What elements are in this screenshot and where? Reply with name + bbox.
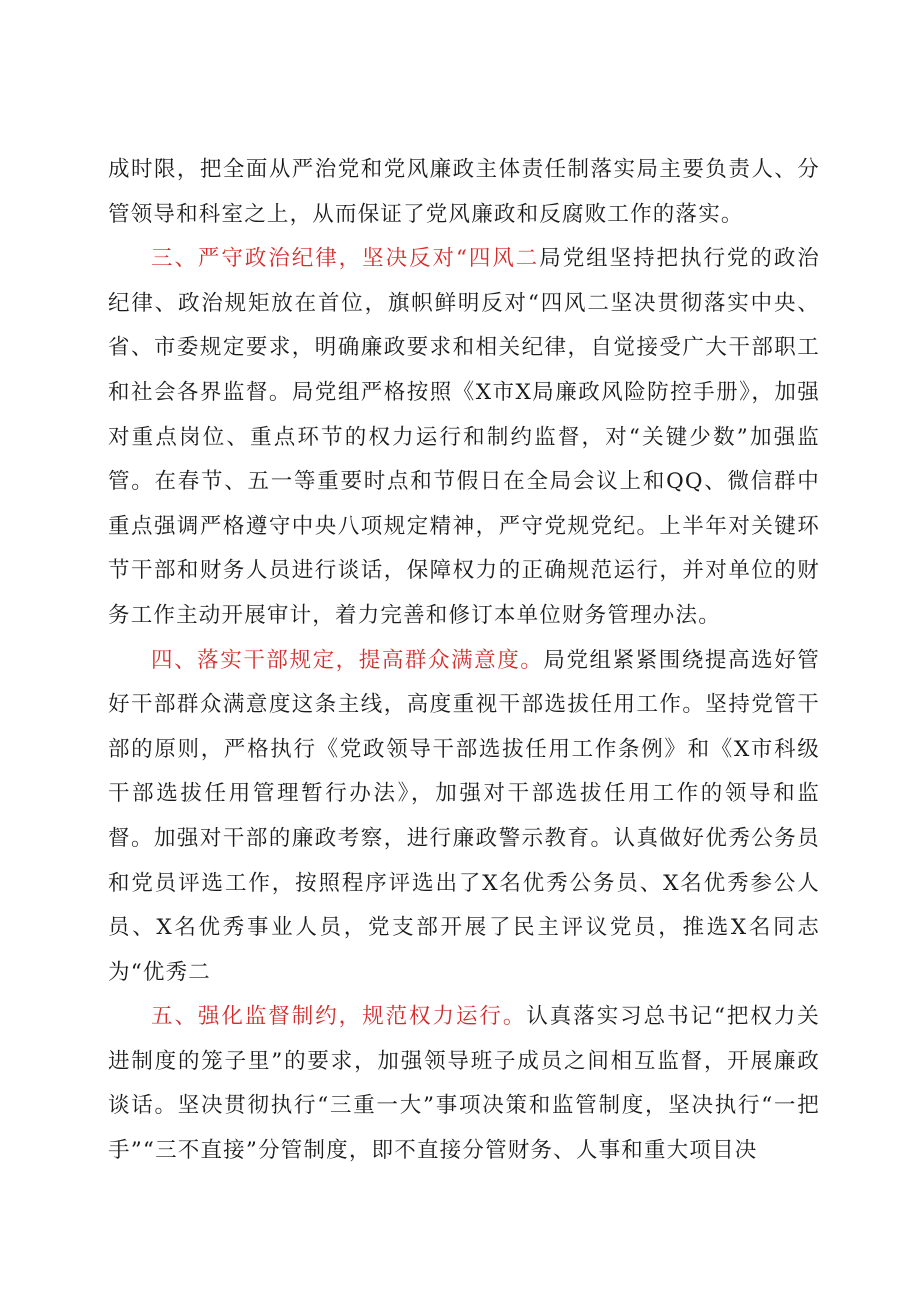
paragraph-section-3 — [108, 237, 820, 638]
paragraph-body-5: 认真落实习总书记“把权力关进制度的笼子里”的要求，加强领导班子成员之间相互监督，开展廉政谈话。坚决贯彻执行“三重一大”事项决策和监管制度，坚决执行“一把手”“三不直接”分管制度，即不直接分管财务、人事和重大项目决 — [108, 1004, 821, 1164]
paragraph-section-5 — [108, 995, 820, 1173]
paragraph-section-4 — [108, 639, 820, 996]
paragraph-body-3: 局党组坚持把执行党的政治纪律、政治规矩放在首位，旗帜鲜明反对“四风二坚决贯彻落实中央、省、市委规定要求，明确廉政要求和相关纪律，自觉接受广大干部职工和社会各界监督。局党组严格按照《X市X局廉政风险防控手册》，加强对重点岗位、重点环节的权力运行和制约监督，对“关键少数”加强监管。在春节、五一等重要时点和节假日在全局会议上和QQ、微信群中重点强调严格遵守中央八项规定精神，严守党规党纪。上半年对关键环节干部和财务人员进行谈话，保障权力的正确规范运行，并对单位的财务工作主动开展审计，着力完善和修订本单位财务管理办法。 — [108, 246, 820, 628]
section-heading-3: 三、严守政治纪律，坚决反对“四风二 — [151, 246, 540, 272]
paragraph-body-4: 局党组紧紧围绕提高选好管好干部群众满意度这条主线，高度重视干部选拔任用工作。坚持党管干部的原则，严格执行《党政领导干部选拔任用工作条例》和《X市科级干部选拔任用管理暂行办法》，加强对干部选拔任用工作的领导和监督。加强对干部的廉政考察，进行廉政警示教育。认真做好优秀公务员和党员评选工作，按照程序评选出了X名优秀公务员、X名优秀参公人员、X名优秀事业人员，党支部开展了民主评议党员，推选X名同志为“优秀二 — [108, 647, 820, 985]
section-heading-4: 四、落实干部规定，提高群众满意度。 — [151, 647, 544, 673]
paragraph-continuation — [108, 148, 820, 237]
paragraph-body: 成时限，把全面从严治党和党风廉政主体责任制落实局主要负责人、分管领导和科室之上，从而保证了党风廉政和反腐败工作的落实。 — [108, 157, 820, 227]
document-page — [108, 148, 820, 1174]
section-heading-5: 五、强化监督制约，规范权力运行。 — [151, 1004, 527, 1030]
